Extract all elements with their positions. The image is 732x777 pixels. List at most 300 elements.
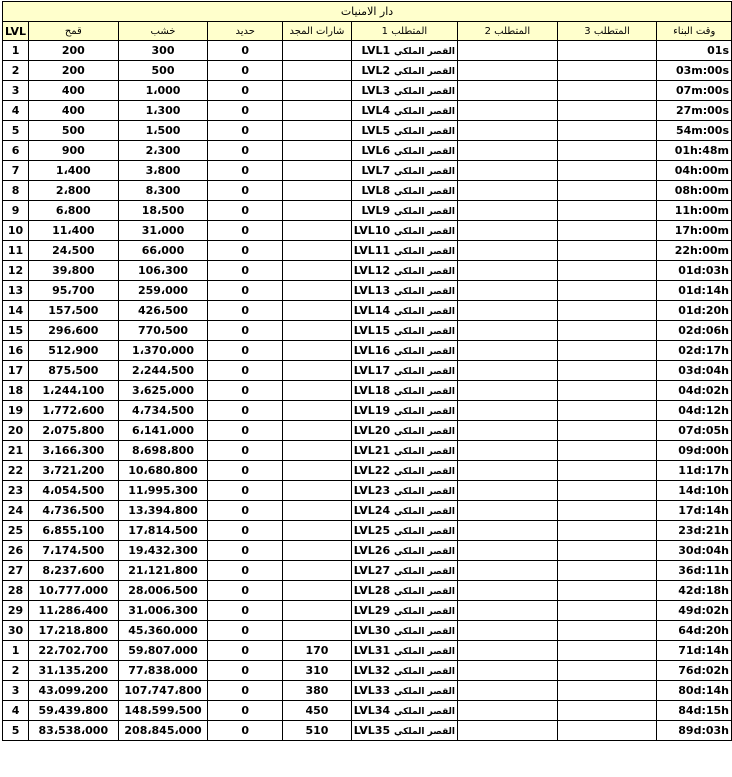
table-row <box>3 641 732 661</box>
table-row <box>3 221 732 241</box>
build-requirements-table <box>2 1 732 741</box>
req1-cell <box>351 141 457 161</box>
req1-level: LVL34 <box>353 704 391 717</box>
req3-cell <box>557 261 657 281</box>
level-cell: 28 <box>3 581 29 601</box>
glory-cell <box>283 101 352 121</box>
wood-cell: 1،300 <box>118 101 208 121</box>
req1-cell <box>351 541 457 561</box>
glory-cell <box>283 221 352 241</box>
header-req3: المتطلب 3 <box>557 22 657 41</box>
build-time-cell: 03m:00s <box>657 61 732 81</box>
req1-level: LVL26 <box>353 544 391 557</box>
glory-cell <box>283 561 352 581</box>
build-time-cell: 04d:12h <box>657 401 732 421</box>
level-cell: 5 <box>3 721 29 741</box>
wood-cell: 6،141،000 <box>118 421 208 441</box>
iron-cell: 0 <box>208 581 283 601</box>
req2-cell <box>458 401 558 421</box>
wood-cell: 2،300 <box>118 141 208 161</box>
table-row <box>3 481 732 501</box>
build-time-cell: 11h:00m <box>657 201 732 221</box>
req1-cell <box>351 241 457 261</box>
glory-cell <box>283 281 352 301</box>
level-cell: 14 <box>3 301 29 321</box>
req2-cell <box>458 201 558 221</box>
build-time-cell: 01d:03h <box>657 261 732 281</box>
req2-cell <box>458 601 558 621</box>
glory-cell <box>283 381 352 401</box>
req1-building: القصر الملكي <box>393 267 456 277</box>
table-row <box>3 141 732 161</box>
req1-building: القصر الملكي <box>393 127 456 137</box>
build-time-cell: 89d:03h <box>657 721 732 741</box>
level-cell: 11 <box>3 241 29 261</box>
build-time-cell: 01d:20h <box>657 301 732 321</box>
req1-cell <box>351 481 457 501</box>
req1-level: LVL6 <box>361 144 391 157</box>
req1-level: LVL2 <box>361 64 391 77</box>
level-cell: 22 <box>3 461 29 481</box>
req1-building: القصر الملكي <box>393 727 456 737</box>
level-cell: 7 <box>3 161 29 181</box>
level-cell: 17 <box>3 361 29 381</box>
glory-cell <box>283 461 352 481</box>
iron-cell: 0 <box>208 481 283 501</box>
req1-level: LVL27 <box>353 564 391 577</box>
wheat-cell: 3،721،200 <box>29 461 119 481</box>
build-time-cell: 17h:00m <box>657 221 732 241</box>
iron-cell: 0 <box>208 501 283 521</box>
req2-cell <box>458 681 558 701</box>
iron-cell: 0 <box>208 101 283 121</box>
header-glory: شارات المجد <box>283 22 352 41</box>
level-cell: 12 <box>3 261 29 281</box>
glory-cell <box>283 441 352 461</box>
req1-cell <box>351 281 457 301</box>
req1-building: القصر الملكي <box>393 67 456 77</box>
table-row <box>3 181 732 201</box>
wheat-cell: 95،700 <box>29 281 119 301</box>
req2-cell <box>458 501 558 521</box>
header-time: وقت البناء <box>657 22 732 41</box>
glory-cell <box>283 321 352 341</box>
wheat-cell: 22،702،700 <box>29 641 119 661</box>
level-cell: 23 <box>3 481 29 501</box>
level-cell: 29 <box>3 601 29 621</box>
glory-cell <box>283 341 352 361</box>
req1-level: LVL32 <box>353 664 391 677</box>
wheat-cell: 400 <box>29 81 119 101</box>
req3-cell <box>557 321 657 341</box>
req2-cell <box>458 121 558 141</box>
req1-level: LVL17 <box>353 364 391 377</box>
wood-cell: 1،370،000 <box>118 341 208 361</box>
wheat-cell: 400 <box>29 101 119 121</box>
table-row <box>3 381 732 401</box>
wheat-cell: 4،054،500 <box>29 481 119 501</box>
wood-cell: 31،000 <box>118 221 208 241</box>
req1-cell <box>351 501 457 521</box>
req3-cell <box>557 281 657 301</box>
wood-cell: 28،006،500 <box>118 581 208 601</box>
wheat-cell: 11،400 <box>29 221 119 241</box>
req2-cell <box>458 541 558 561</box>
req1-building: القصر الملكي <box>393 107 456 117</box>
table-row <box>3 601 732 621</box>
glory-cell <box>283 501 352 521</box>
req1-building: القصر الملكي <box>393 667 456 677</box>
iron-cell: 0 <box>208 221 283 241</box>
req1-cell <box>351 421 457 441</box>
table-row <box>3 541 732 561</box>
glory-cell <box>283 161 352 181</box>
req3-cell <box>557 421 657 441</box>
req2-cell <box>458 161 558 181</box>
req3-cell <box>557 701 657 721</box>
req1-level: LVL13 <box>353 284 391 297</box>
wood-cell: 1،500 <box>118 121 208 141</box>
build-time-cell: 23d:21h <box>657 521 732 541</box>
req1-building: القصر الملكي <box>393 327 456 337</box>
header-row <box>3 22 732 41</box>
wheat-cell: 6،855،100 <box>29 521 119 541</box>
wheat-cell: 296،600 <box>29 321 119 341</box>
table-row <box>3 501 732 521</box>
req1-level: LVL9 <box>361 204 391 217</box>
req3-cell <box>557 721 657 741</box>
req1-level: LVL30 <box>353 624 391 637</box>
level-cell: 16 <box>3 341 29 361</box>
level-cell: 4 <box>3 701 29 721</box>
table-row <box>3 521 732 541</box>
table-row <box>3 241 732 261</box>
build-time-cell: 04d:02h <box>657 381 732 401</box>
table-title: دار الامنيات <box>3 2 732 22</box>
glory-cell <box>283 61 352 81</box>
table-row <box>3 161 732 181</box>
table-row <box>3 361 732 381</box>
req3-cell <box>557 621 657 641</box>
req3-cell <box>557 341 657 361</box>
req3-cell <box>557 101 657 121</box>
table-row <box>3 461 732 481</box>
req1-cell <box>351 81 457 101</box>
iron-cell: 0 <box>208 141 283 161</box>
wood-cell: 148،599،500 <box>118 701 208 721</box>
build-time-cell: 11d:17h <box>657 461 732 481</box>
wheat-cell: 8،237،600 <box>29 561 119 581</box>
level-cell: 1 <box>3 641 29 661</box>
req2-cell <box>458 521 558 541</box>
req1-cell <box>351 661 457 681</box>
build-time-cell: 27m:00s <box>657 101 732 121</box>
req1-building: القصر الملكي <box>393 587 456 597</box>
req1-building: القصر الملكي <box>393 447 456 457</box>
iron-cell: 0 <box>208 441 283 461</box>
wheat-cell: 200 <box>29 41 119 61</box>
wood-cell: 300 <box>118 41 208 61</box>
glory-cell <box>283 201 352 221</box>
wheat-cell: 7،174،500 <box>29 541 119 561</box>
wood-cell: 10،680،800 <box>118 461 208 481</box>
build-time-cell: 84d:15h <box>657 701 732 721</box>
req1-cell <box>351 341 457 361</box>
req1-cell <box>351 681 457 701</box>
req1-cell <box>351 701 457 721</box>
level-cell: 13 <box>3 281 29 301</box>
glory-cell <box>283 141 352 161</box>
req1-building: القصر الملكي <box>393 167 456 177</box>
req1-building: القصر الملكي <box>393 487 456 497</box>
wheat-cell: 6،800 <box>29 201 119 221</box>
wheat-cell: 83،538،000 <box>29 721 119 741</box>
req2-cell <box>458 321 558 341</box>
wood-cell: 17،814،500 <box>118 521 208 541</box>
req1-building: القصر الملكي <box>393 407 456 417</box>
req3-cell <box>557 141 657 161</box>
req1-cell <box>351 201 457 221</box>
req2-cell <box>458 361 558 381</box>
table-row <box>3 441 732 461</box>
req2-cell <box>458 481 558 501</box>
wheat-cell: 43،099،200 <box>29 681 119 701</box>
req3-cell <box>557 81 657 101</box>
iron-cell: 0 <box>208 521 283 541</box>
build-time-cell: 02d:06h <box>657 321 732 341</box>
req1-level: LVL5 <box>361 124 391 137</box>
level-cell: 24 <box>3 501 29 521</box>
req1-cell <box>351 41 457 61</box>
wood-cell: 107،747،800 <box>118 681 208 701</box>
wheat-cell: 1،244،100 <box>29 381 119 401</box>
build-time-cell: 64d:20h <box>657 621 732 641</box>
iron-cell: 0 <box>208 41 283 61</box>
table-row <box>3 401 732 421</box>
req1-cell <box>351 461 457 481</box>
glory-cell <box>283 261 352 281</box>
build-time-cell: 30d:04h <box>657 541 732 561</box>
req1-cell <box>351 161 457 181</box>
wood-cell: 8،300 <box>118 181 208 201</box>
iron-cell: 0 <box>208 401 283 421</box>
glory-cell: 310 <box>283 661 352 681</box>
iron-cell: 0 <box>208 381 283 401</box>
req2-cell <box>458 101 558 121</box>
iron-cell: 0 <box>208 121 283 141</box>
table-row <box>3 81 732 101</box>
build-time-cell: 22h:00m <box>657 241 732 261</box>
req1-cell <box>351 381 457 401</box>
req2-cell <box>458 81 558 101</box>
wheat-cell: 157،500 <box>29 301 119 321</box>
build-time-cell: 42d:18h <box>657 581 732 601</box>
table-row <box>3 201 732 221</box>
header-req2: المتطلب 2 <box>458 22 558 41</box>
req1-cell <box>351 261 457 281</box>
req2-cell <box>458 41 558 61</box>
iron-cell: 0 <box>208 181 283 201</box>
table-row <box>3 561 732 581</box>
level-cell: 9 <box>3 201 29 221</box>
req1-cell <box>351 641 457 661</box>
req1-level: LVL29 <box>353 604 391 617</box>
wheat-cell: 2،075،800 <box>29 421 119 441</box>
glory-cell <box>283 521 352 541</box>
req2-cell <box>458 461 558 481</box>
req1-level: LVL11 <box>353 244 391 257</box>
req1-building: القصر الملكي <box>393 527 456 537</box>
level-cell: 26 <box>3 541 29 561</box>
wheat-cell: 39،800 <box>29 261 119 281</box>
wheat-cell: 10،777،000 <box>29 581 119 601</box>
req2-cell <box>458 141 558 161</box>
glory-cell: 380 <box>283 681 352 701</box>
req2-cell <box>458 341 558 361</box>
iron-cell: 0 <box>208 681 283 701</box>
wheat-cell: 3،166،300 <box>29 441 119 461</box>
req1-building: القصر الملكي <box>393 647 456 657</box>
wood-cell: 8،698،800 <box>118 441 208 461</box>
table-row <box>3 721 732 741</box>
build-time-cell: 03d:04h <box>657 361 732 381</box>
req3-cell <box>557 541 657 561</box>
build-time-cell: 01s <box>657 41 732 61</box>
req2-cell <box>458 641 558 661</box>
req1-cell <box>351 321 457 341</box>
req2-cell <box>458 261 558 281</box>
table-row <box>3 621 732 641</box>
table-row <box>3 61 732 81</box>
req1-building: القصر الملكي <box>393 47 456 57</box>
req1-level: LVL22 <box>353 464 391 477</box>
build-time-cell: 76d:02h <box>657 661 732 681</box>
table-row <box>3 581 732 601</box>
req1-building: القصر الملكي <box>393 467 456 477</box>
req1-building: القصر الملكي <box>393 147 456 157</box>
iron-cell: 0 <box>208 421 283 441</box>
req1-level: LVL25 <box>353 524 391 537</box>
req1-cell <box>351 181 457 201</box>
req1-building: القصر الملكي <box>393 367 456 377</box>
req1-building: القصر الملكي <box>393 187 456 197</box>
table-row <box>3 281 732 301</box>
iron-cell: 0 <box>208 721 283 741</box>
req1-level: LVL20 <box>353 424 391 437</box>
iron-cell: 0 <box>208 701 283 721</box>
req3-cell <box>557 501 657 521</box>
req3-cell <box>557 681 657 701</box>
iron-cell: 0 <box>208 261 283 281</box>
build-time-cell: 09d:00h <box>657 441 732 461</box>
req1-level: LVL1 <box>361 44 391 57</box>
req1-level: LVL16 <box>353 344 391 357</box>
req1-level: LVL33 <box>353 684 391 697</box>
req1-level: LVL7 <box>361 164 391 177</box>
iron-cell: 0 <box>208 241 283 261</box>
req3-cell <box>557 641 657 661</box>
req3-cell <box>557 581 657 601</box>
build-time-cell: 54m:00s <box>657 121 732 141</box>
wood-cell: 11،995،300 <box>118 481 208 501</box>
wood-cell: 106،300 <box>118 261 208 281</box>
glory-cell <box>283 421 352 441</box>
req1-building: القصر الملكي <box>393 707 456 717</box>
build-time-cell: 17d:14h <box>657 501 732 521</box>
req1-building: القصر الملكي <box>393 607 456 617</box>
req1-level: LVL35 <box>353 724 391 737</box>
wheat-cell: 1،772،600 <box>29 401 119 421</box>
build-time-cell: 02d:17h <box>657 341 732 361</box>
glory-cell <box>283 581 352 601</box>
req2-cell <box>458 561 558 581</box>
table-row <box>3 661 732 681</box>
iron-cell: 0 <box>208 161 283 181</box>
req1-level: LVL18 <box>353 384 391 397</box>
req1-building: القصر الملكي <box>393 287 456 297</box>
req3-cell <box>557 661 657 681</box>
iron-cell: 0 <box>208 601 283 621</box>
wood-cell: 18،500 <box>118 201 208 221</box>
wheat-cell: 200 <box>29 61 119 81</box>
glory-cell <box>283 181 352 201</box>
req1-cell <box>351 521 457 541</box>
req1-building: القصر الملكي <box>393 207 456 217</box>
req3-cell <box>557 441 657 461</box>
level-cell: 8 <box>3 181 29 201</box>
req1-level: LVL21 <box>353 444 391 457</box>
req1-building: القصر الملكي <box>393 87 456 97</box>
req1-level: LVL14 <box>353 304 391 317</box>
req1-cell <box>351 361 457 381</box>
level-cell: 5 <box>3 121 29 141</box>
glory-cell <box>283 621 352 641</box>
glory-cell: 170 <box>283 641 352 661</box>
glory-cell <box>283 601 352 621</box>
iron-cell: 0 <box>208 321 283 341</box>
req2-cell <box>458 301 558 321</box>
req3-cell <box>557 201 657 221</box>
req2-cell <box>458 281 558 301</box>
header-wheat: قمح <box>29 22 119 41</box>
req2-cell <box>458 661 558 681</box>
req2-cell <box>458 221 558 241</box>
wood-cell: 4،734،500 <box>118 401 208 421</box>
req3-cell <box>557 161 657 181</box>
wood-cell: 770،500 <box>118 321 208 341</box>
build-time-cell: 01d:14h <box>657 281 732 301</box>
wheat-cell: 500 <box>29 121 119 141</box>
req3-cell <box>557 41 657 61</box>
level-cell: 6 <box>3 141 29 161</box>
level-cell: 19 <box>3 401 29 421</box>
req2-cell <box>458 241 558 261</box>
glory-cell <box>283 541 352 561</box>
wood-cell: 31،006،300 <box>118 601 208 621</box>
req2-cell <box>458 701 558 721</box>
level-cell: 20 <box>3 421 29 441</box>
req1-level: LVL10 <box>353 224 391 237</box>
build-time-cell: 14d:10h <box>657 481 732 501</box>
table-row <box>3 41 732 61</box>
table-row <box>3 321 732 341</box>
req1-cell <box>351 601 457 621</box>
req1-building: القصر الملكي <box>393 627 456 637</box>
table-row <box>3 421 732 441</box>
req1-building: القصر الملكي <box>393 387 456 397</box>
wood-cell: 208،845،000 <box>118 721 208 741</box>
req1-level: LVL23 <box>353 484 391 497</box>
